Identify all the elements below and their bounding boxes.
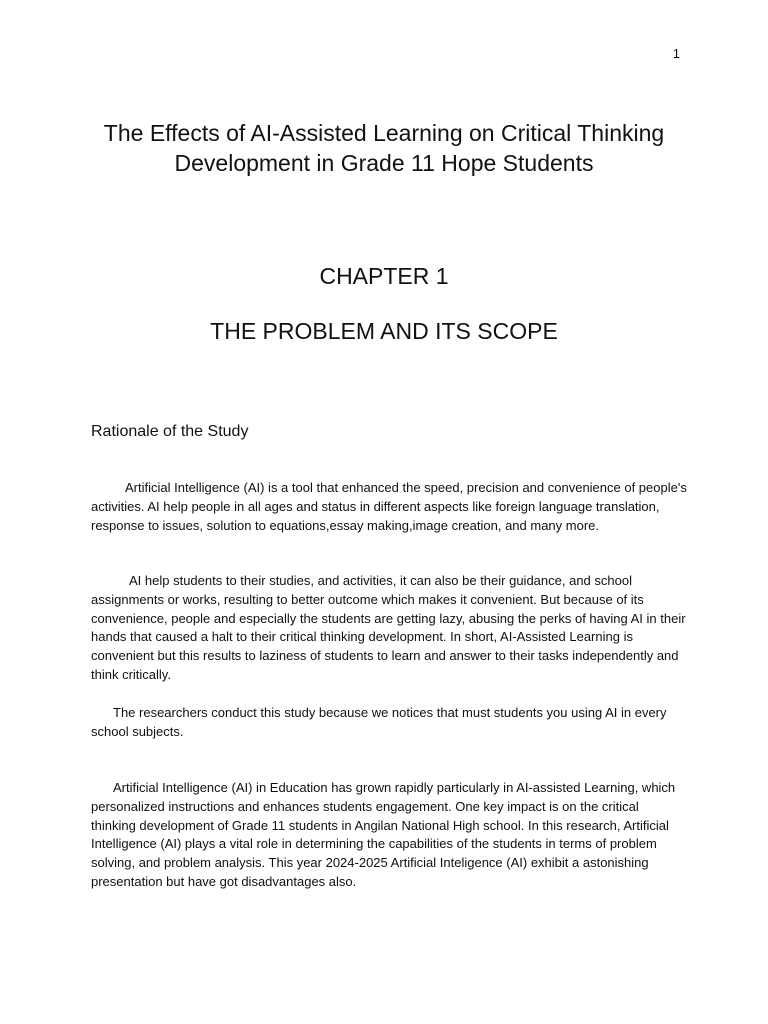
document-title: The Effects of AI-Assisted Learning on Critical Thinking Development in Grade 11 Hope Students: [103, 120, 665, 176]
paragraph: AI help students to their studies, and activities, it can also be their guidance, and school assignments or works, resulting to better outcome which makes it convenient. But because of its convenience, people and especially the students are getting lazy, abusing the perks of having AI in their hands that caused a halt to their critical thinking development. In short, AI-Assisted Learning is convenient but this results to laziness of students to learn and answer to their tasks independently and think critically.: [91, 573, 686, 682]
section-heading: Rationale of the Study: [91, 423, 249, 440]
page-number: 1: [672, 46, 680, 61]
chapter-title: THE PROBLEM AND ITS SCOPE: [210, 318, 558, 344]
paragraph: Artificial Intelligence (AI) in Education has grown rapidly particularly in AI-assisted Learning, which personalized instructions and enhances students engagement. One key impact is on the critical thinking development of Grade 11 students in Angilan National High school. In this research, Artificial Intelligence (AI) plays a vital role in determining the capabilities of the students in terms of problem solving, and problem analysis. This year 2024-2025 Artificial Inteligence (AI) exhibit a astonishing presentation but have got disadvantages also.: [91, 780, 676, 889]
paragraph: Artificial Intelligence (AI) is a tool that enhanced the speed, precision and convenience of people's activities. AI help people in all ages and status in different aspects like foreign language translation, response to issues, solution to equations,essay making,image creation, and many more.: [91, 480, 687, 533]
chapter-number: CHAPTER 1: [319, 263, 449, 289]
paragraph: The researchers conduct this study because we notices that must students you using AI in every school subjects.: [91, 705, 667, 739]
